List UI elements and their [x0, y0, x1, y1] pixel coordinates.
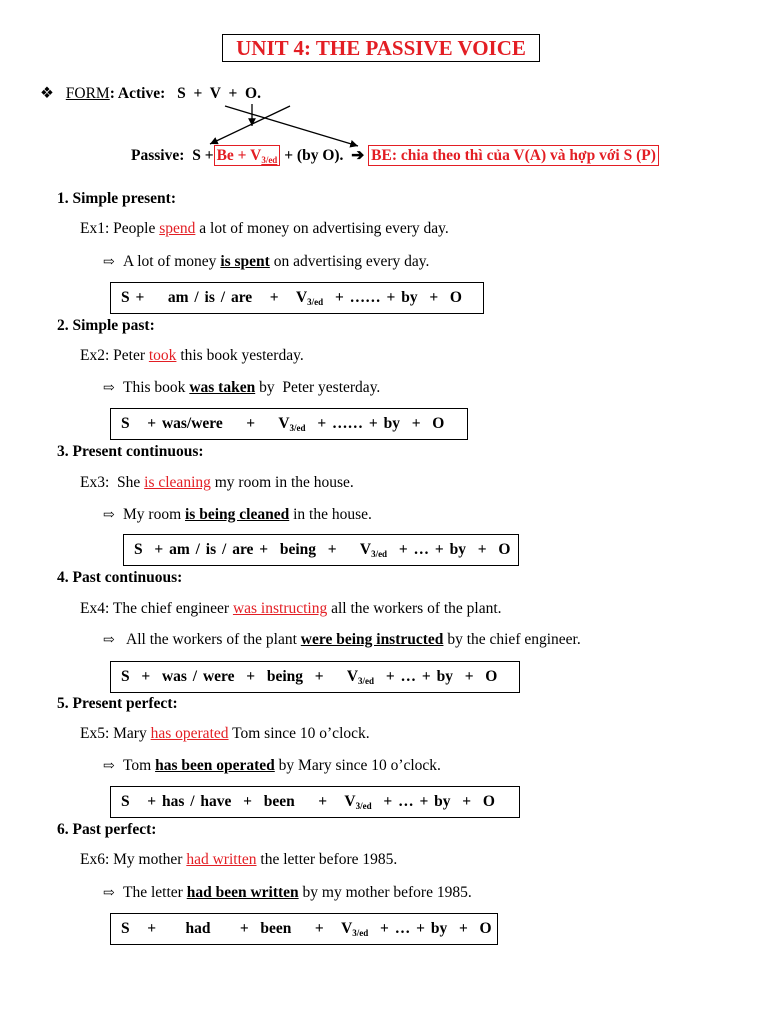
example-sentence [80, 474, 354, 492]
hollow-arrow-icon: ⇨ [103, 255, 115, 270]
passive-text: in the house. [289, 506, 372, 523]
example-verb: had written [186, 851, 257, 868]
example-sentence [80, 347, 304, 365]
example-text: this book yesterday. [176, 347, 304, 364]
form-label: FORM [65, 85, 110, 102]
example-verb: was instructing [232, 600, 328, 617]
example-text: all the workers of the plant. [327, 600, 502, 617]
hollow-arrow-icon: ⇨ [103, 633, 115, 648]
formula-box [110, 786, 520, 818]
right-arrow-icon: ➔ [351, 147, 365, 164]
section-heading: 2. Simple past: [57, 317, 155, 334]
example-sentence [80, 220, 449, 238]
section-heading: 1. Simple present: [57, 190, 176, 207]
formula-part: + … + by + O [387, 541, 511, 558]
passive-sub: 3/ed [261, 155, 278, 165]
example-text: Ex5: Mary [80, 725, 151, 742]
example-sentence [80, 600, 502, 618]
formula-box [123, 534, 519, 566]
section-heading: 6. Past perfect: [57, 821, 157, 838]
formula-part: S + was/were + V [121, 415, 290, 432]
formula-subscript: 3/ed [371, 549, 388, 559]
formula-part: + … + by + O [368, 920, 492, 937]
hollow-arrow-icon: ⇨ [103, 381, 115, 396]
formula-subscript: 3/ed [355, 801, 372, 811]
formula-box [110, 408, 468, 440]
passive-sentence [103, 757, 441, 775]
formula-part: S + am / is / are + being + V [134, 541, 372, 558]
passive-text: The letter [123, 884, 187, 901]
formula-box [110, 913, 498, 945]
active-formula: S + V + O. [177, 85, 261, 102]
active-label: : Active: [109, 85, 166, 102]
passive-verb: is spent [220, 253, 270, 270]
formula-subscript: 3/ed [352, 928, 369, 938]
section-heading: 4. Past continuous: [57, 569, 183, 586]
passive-sentence [103, 379, 380, 397]
formula-subscript: 3/ed [289, 423, 306, 433]
passive-sentence [103, 631, 581, 649]
passive-sentence [103, 884, 472, 902]
formula-part: S + was / were + being + V [121, 668, 359, 685]
formula-part: + … + by + O [374, 668, 498, 685]
passive-rest: + (by O). [280, 147, 344, 164]
formula-box [110, 661, 520, 693]
example-text: Ex3: She [80, 474, 145, 491]
example-text: a lot of money on advertising every day. [195, 220, 449, 237]
be-note: BE: chia theo thì của V(A) và hợp với S (P) [368, 145, 659, 166]
example-text: the letter before 1985. [256, 851, 398, 868]
formula-part: S + has / have + been + V [121, 793, 356, 810]
example-sentence [80, 725, 370, 743]
formula-part: + …… + by + O [305, 415, 445, 432]
passive-sentence [103, 253, 429, 271]
passive-s: S + [192, 147, 214, 164]
formula-subscript: 3/ed [358, 676, 375, 686]
example-text: Ex2: Peter [80, 347, 149, 364]
formula-part: S + had + been + V [121, 920, 353, 937]
passive-verb: were being instructed [300, 631, 444, 648]
passive-verb: has been operated [155, 757, 275, 774]
arrow-s-to-o [225, 106, 358, 146]
form-passive-line [131, 146, 659, 165]
passive-text: All the workers of the plant [123, 631, 301, 648]
example-text: Ex1: People [80, 220, 160, 237]
section-heading: 3. Present continuous: [57, 443, 204, 460]
formula-box [110, 282, 484, 314]
passive-label: Passive: [131, 147, 185, 164]
formula-part: S + am / is / are + V [121, 289, 308, 306]
formula-subscript: 3/ed [307, 297, 324, 307]
passive-be-v-box [214, 145, 281, 166]
hollow-arrow-icon: ⇨ [103, 886, 115, 901]
formula-part: + …… + by + O [323, 289, 462, 306]
example-text: Ex6: My mother [80, 851, 187, 868]
passive-be-v: Be + V [216, 147, 262, 164]
example-verb: spend [159, 220, 196, 237]
passive-text: This book [123, 379, 190, 396]
bullet-icon: ❖ [40, 85, 54, 102]
passive-text: A lot of money [123, 253, 221, 270]
passive-text: My room [123, 506, 185, 523]
passive-text: by Mary since 10 o’clock. [274, 757, 441, 774]
example-text: Ex4: The chief engineer [80, 600, 233, 617]
passive-text: by the chief engineer. [443, 631, 581, 648]
example-text: my room in the house. [210, 474, 354, 491]
page-title: UNIT 4: THE PASSIVE VOICE [222, 34, 540, 62]
arrow-o-to-s [210, 106, 290, 144]
passive-text: by my mother before 1985. [298, 884, 472, 901]
section-heading: 5. Present perfect: [57, 695, 178, 712]
passive-text: Tom [123, 757, 156, 774]
passive-verb: had been written [186, 884, 299, 901]
example-verb: is cleaning [144, 474, 211, 491]
example-verb: took [148, 347, 177, 364]
passive-text: on advertising every day. [269, 253, 430, 270]
formula-part: + … + by + O [371, 793, 495, 810]
passive-text: by Peter yesterday. [255, 379, 381, 396]
hollow-arrow-icon: ⇨ [103, 759, 115, 774]
passive-verb: is being cleaned [185, 506, 290, 523]
example-sentence [80, 851, 397, 869]
example-verb: has operated [150, 725, 229, 742]
example-text: Tom since 10 o’clock. [228, 725, 370, 742]
passive-verb: was taken [189, 379, 256, 396]
passive-sentence [103, 506, 372, 524]
hollow-arrow-icon: ⇨ [103, 508, 115, 523]
